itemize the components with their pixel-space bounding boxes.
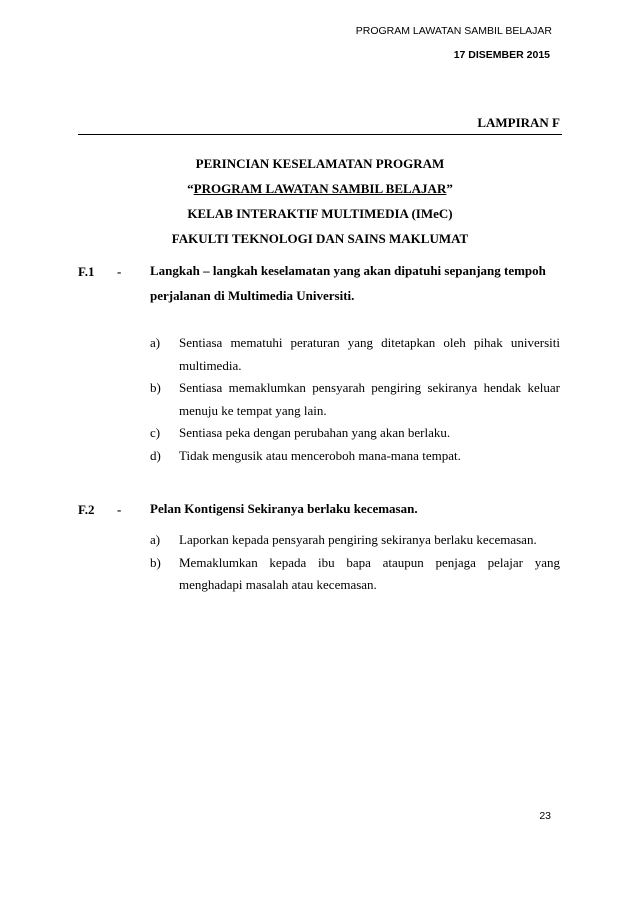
running-header-title: PROGRAM LAWATAN SAMBIL BELAJAR bbox=[355, 25, 552, 37]
list-item bbox=[150, 552, 560, 597]
list-marker: b) bbox=[150, 554, 161, 570]
running-header-date: 17 DISEMBER 2015 bbox=[453, 49, 550, 61]
list-marker: b) bbox=[150, 380, 161, 395]
section-f1-number: F.1 bbox=[78, 264, 95, 279]
list-marker: c) bbox=[150, 425, 161, 440]
header-rule bbox=[78, 134, 562, 135]
list-item bbox=[150, 445, 560, 468]
list-item bbox=[150, 377, 560, 422]
section-f1-list bbox=[150, 332, 560, 467]
list-item-text: Sentiasa peka dengan perubahan yang akan berlaku. bbox=[179, 425, 451, 440]
title-line-1: PERINCIAN KESELAMATAN PROGRAM bbox=[195, 156, 445, 171]
list-item-text: Sentiasa memaklumkan pensyarah pengiring sekiranya hendak keluar menuju ke tempat yang lain. bbox=[179, 380, 560, 418]
list-item bbox=[150, 332, 560, 377]
section-f2-dash: - bbox=[117, 502, 122, 517]
program-name-underlined: PROGRAM LAWATAN SAMBIL BELAJAR bbox=[193, 181, 447, 196]
list-item-text: Laporkan kepada pensyarah pengiring sekiranya berlaku kecemasan. bbox=[179, 532, 537, 547]
list-marker: a) bbox=[150, 532, 161, 547]
section-f2-title-line-1: Pelan Kontigensi Sekiranya berlaku kecemasan. bbox=[150, 501, 418, 516]
list-marker: d) bbox=[150, 447, 161, 463]
section-f2-title bbox=[150, 496, 418, 521]
list-item-text: Tidak mengusik atau menceroboh mana-mana tempat. bbox=[179, 447, 461, 463]
document-title-block bbox=[78, 151, 562, 251]
section-f2-number: F.2 bbox=[78, 502, 95, 517]
title-line-4: FAKULTI TEKNOLOGI DAN SAINS MAKLUMAT bbox=[171, 231, 469, 246]
section-f1-title bbox=[150, 258, 546, 308]
section-f1-title-line-2: perjalanan di Multimedia Universiti. bbox=[150, 288, 355, 303]
list-item-text: Sentiasa mematuhi peraturan yang ditetapkan oleh pihak universiti multimedia. bbox=[179, 335, 560, 373]
section-f1-title-line-1: Langkah – langkah keselamatan yang akan dipatuhi sepanjang tempoh bbox=[150, 263, 546, 278]
title-close-quote: ” bbox=[446, 181, 453, 196]
title-open-quote: “ bbox=[187, 181, 194, 196]
page-number: 23 bbox=[539, 810, 551, 822]
title-line-2 bbox=[78, 176, 562, 201]
appendix-label: LAMPIRAN F bbox=[477, 115, 560, 130]
list-marker: a) bbox=[150, 335, 161, 350]
list-item bbox=[150, 422, 560, 445]
title-line-3: KELAB INTERAKTIF MULTIMEDIA (IMeC) bbox=[187, 206, 453, 221]
section-f2-list bbox=[150, 529, 560, 597]
section-f1-dash: - bbox=[117, 264, 122, 279]
list-item bbox=[150, 529, 560, 552]
list-item-text: Memaklumkan kepada ibu bapa ataupun penjaga pelajar yang menghadapi masalah atau kecemasan. bbox=[179, 554, 560, 592]
